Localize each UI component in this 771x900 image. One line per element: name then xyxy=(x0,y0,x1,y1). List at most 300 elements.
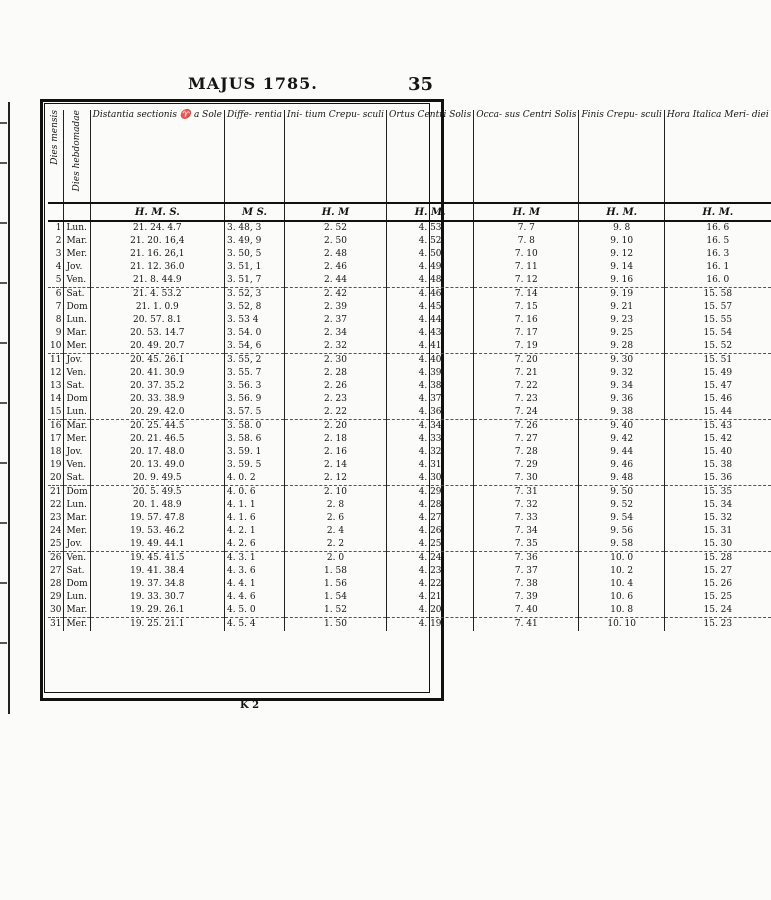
table-cell: 4. 44 xyxy=(386,314,473,327)
table-cell: 2. 23 xyxy=(284,393,386,406)
table-cell: 9. 44 xyxy=(579,446,664,459)
table-cell: 4. 34 xyxy=(386,420,473,434)
table-cell: 4. 19 xyxy=(386,618,473,632)
table-cell: 3. 54. 0 xyxy=(224,327,284,340)
table-row xyxy=(48,512,771,525)
table-cell: 20. 57. 8.1 xyxy=(90,314,224,327)
table-cell: 4. 0. 2 xyxy=(224,472,284,486)
table-cell: 10. 8 xyxy=(579,604,664,618)
table-cell: 9. 16 xyxy=(579,274,664,288)
table-cell: 9. 40 xyxy=(579,420,664,434)
table-cell: 3. 51, 7 xyxy=(224,274,284,288)
table-cell: 15. 42 xyxy=(703,434,733,444)
header-days-month: Dies mensis xyxy=(48,110,64,203)
table-cell: 20. 33. 38.9 xyxy=(90,393,224,406)
table-cell: 2. 46 xyxy=(284,261,386,274)
table-cell: 3. 53 4 xyxy=(224,314,284,327)
table-cell: 3. 54, 6 xyxy=(224,340,284,354)
table-cell: 4 xyxy=(48,261,64,274)
table-cell: 20. 37. 35.2 xyxy=(90,380,224,393)
table-cell: 4. 31 xyxy=(386,459,473,472)
table-cell: 10. 0 xyxy=(579,552,664,566)
table-cell: 2. 50 xyxy=(284,235,386,248)
table-cell: 2. 14 xyxy=(284,459,386,472)
unit-hora: H. M. xyxy=(664,203,770,221)
table-cell: 15. 52 xyxy=(664,340,770,354)
table-cell: 4. 29 xyxy=(386,486,473,500)
table-row xyxy=(48,538,771,552)
unit-ortus: H. M. xyxy=(386,203,473,221)
table-cell: 3. 51, 1 xyxy=(224,261,284,274)
table-cell: 4. 5. 0 xyxy=(224,604,284,618)
table-cell: 15. 30 xyxy=(664,538,770,552)
table-cell: 4. 25 xyxy=(386,538,473,552)
table-cell: 4. 50 xyxy=(386,248,473,261)
table-row xyxy=(48,367,771,380)
table-cell: 15. 35 xyxy=(703,487,733,497)
table-cell: 31 xyxy=(48,618,64,632)
table-cell: 9. 10 xyxy=(579,235,664,248)
table-cell: 1. 50 xyxy=(284,618,386,632)
table-cell: 7. 10 xyxy=(474,248,579,261)
table-cell: 21. 4. 53.2 xyxy=(90,288,224,302)
table-cell: 7. 17 xyxy=(474,327,579,340)
table-cell: 4. 1. 6 xyxy=(224,512,284,525)
table-cell: 20. 9. 49.5 xyxy=(90,472,224,486)
table-cell: 20 xyxy=(48,472,64,486)
page-title: MAJUS 1785. xyxy=(188,74,318,93)
table-cell: 10. 2 xyxy=(579,565,664,578)
table-cell: 9. 21 xyxy=(579,301,664,314)
table-cell: 7. 22 xyxy=(474,380,579,393)
table-cell: 7. 35 xyxy=(474,538,579,552)
header-ortus: Ortus Centri Solis xyxy=(386,110,473,203)
table-cell: 7. 41 xyxy=(474,618,579,632)
table-cell: 2. 42 xyxy=(284,288,386,302)
table-cell: Dom xyxy=(64,301,90,314)
table-cell: 4. 28 xyxy=(386,499,473,512)
table-cell: Jov. xyxy=(64,446,90,459)
table-cell: 10. 10 xyxy=(579,618,664,632)
table-cell: Mer. xyxy=(64,525,90,538)
table-cell: 9. 58 xyxy=(579,538,664,552)
table-cell: 20. 49. 20.7 xyxy=(90,340,224,354)
table-cell: 21 xyxy=(48,486,64,500)
table-cell: 3. 49, 9 xyxy=(224,235,284,248)
table-cell: 24 xyxy=(48,525,64,538)
table-cell: 9. 8 xyxy=(579,221,664,235)
table-cell: 7 xyxy=(48,301,64,314)
table-cell: 15. 32 xyxy=(703,513,733,523)
table-cell: 7. 39 xyxy=(474,591,579,604)
table-row xyxy=(48,525,771,538)
table-cell: 4. 27 xyxy=(386,512,473,525)
signature-mark: K 2 xyxy=(240,700,260,711)
table-cell: 7. 11 xyxy=(474,261,579,274)
table-row xyxy=(48,433,771,446)
table-cell: 3. 56. 9 xyxy=(224,393,284,406)
table-cell: 19. 41. 38.4 xyxy=(90,565,224,578)
header-days-week: Dies hebdomadae xyxy=(64,110,90,203)
table-cell: Lun. xyxy=(64,499,90,512)
table-cell: 9. 56 xyxy=(579,525,664,538)
table-cell: 16. 1 xyxy=(706,262,730,272)
table-cell: Mar. xyxy=(64,420,90,434)
table-cell: 3. 59. 1 xyxy=(224,446,284,459)
table-row xyxy=(48,459,771,472)
table-row xyxy=(48,393,771,406)
column-header-row xyxy=(48,110,771,203)
adjacent-page-edge xyxy=(0,102,10,714)
table-cell: 4. 2. 1 xyxy=(224,525,284,538)
table-row xyxy=(48,499,771,512)
table-cell: 2. 39 xyxy=(284,301,386,314)
table-cell: 4. 3. 1 xyxy=(224,552,284,566)
table-cell: 2. 2 xyxy=(284,538,386,552)
table-cell: Mar. xyxy=(64,327,90,340)
table-cell: Ven. xyxy=(64,367,90,380)
table-cell: 29 xyxy=(48,591,64,604)
table-cell: 7. 36 xyxy=(474,552,579,566)
table-cell: Lun. xyxy=(64,591,90,604)
table-cell: 9. 32 xyxy=(579,367,664,380)
table-cell: 15. 54 xyxy=(703,328,733,338)
table-cell: 4. 49 xyxy=(386,261,473,274)
table-cell: 4. 23 xyxy=(386,565,473,578)
table-cell: 7. 34 xyxy=(474,525,579,538)
table-cell: 15. 55 xyxy=(703,315,733,325)
table-cell: 3. 58. 6 xyxy=(224,433,284,446)
table-cell: 4. 22 xyxy=(386,578,473,591)
table-cell: 9. 25 xyxy=(579,327,664,340)
table-cell: 4. 38 xyxy=(386,380,473,393)
table-cell: 15. 43 xyxy=(703,421,733,431)
page-number: 35 xyxy=(408,74,434,95)
table-cell: 15. 31 xyxy=(703,526,733,536)
table-cell: 4. 43 xyxy=(386,327,473,340)
table-cell: 2. 8 xyxy=(284,499,386,512)
table-cell: 9. 52 xyxy=(579,499,664,512)
table-cell: 7. 23 xyxy=(474,393,579,406)
table-row xyxy=(48,301,771,314)
table-row xyxy=(48,472,771,486)
table-cell: 4. 5. 4 xyxy=(224,618,284,632)
table-cell: 4. 26 xyxy=(386,525,473,538)
table-cell: 15. 44 xyxy=(664,406,770,420)
table-row xyxy=(48,618,771,632)
table-cell: 15. 26 xyxy=(703,579,733,589)
table-cell: 7. 29 xyxy=(474,459,579,472)
table-cell: 27 xyxy=(48,565,64,578)
table-cell: 6 xyxy=(48,288,64,302)
table-cell: Jov. xyxy=(64,538,90,552)
table-cell: 14 xyxy=(48,393,64,406)
table-cell: 2. 12 xyxy=(284,472,386,486)
table-cell: 4. 21 xyxy=(386,591,473,604)
table-cell: 20. 53. 14.7 xyxy=(90,327,224,340)
table-cell: 4. 40 xyxy=(386,354,473,368)
table-row xyxy=(48,565,771,578)
table-cell: Jov. xyxy=(64,261,90,274)
table-cell: 21. 16. 26,1 xyxy=(90,248,224,261)
table-cell: 4. 36 xyxy=(386,406,473,420)
table-cell: 2. 37 xyxy=(284,314,386,327)
unit-finis: H. M. xyxy=(579,203,664,221)
table-row xyxy=(48,354,771,368)
table-cell: Ven. xyxy=(64,459,90,472)
table-cell: 20. 1. 48.9 xyxy=(90,499,224,512)
table-cell: 7. 15 xyxy=(474,301,579,314)
table-row xyxy=(48,406,771,420)
table-cell: 9. 12 xyxy=(579,248,664,261)
table-cell: 4. 37 xyxy=(386,393,473,406)
table-cell: Lun. xyxy=(64,314,90,327)
table-cell: Sat. xyxy=(64,472,90,486)
table-cell: 7. 19 xyxy=(474,340,579,354)
table-cell: 13 xyxy=(48,380,64,393)
table-cell: 7. 12 xyxy=(474,274,579,288)
table-cell: 20. 13. 49.0 xyxy=(90,459,224,472)
table-cell: 7. 28 xyxy=(474,446,579,459)
table-cell: 7. 14 xyxy=(474,288,579,302)
table-cell: 15. 46 xyxy=(703,394,733,404)
table-cell: 4. 53 xyxy=(386,221,473,235)
table-cell: 19. 29. 26.1 xyxy=(90,604,224,618)
table-row xyxy=(48,604,771,618)
header-occasus: Occa- sus Centri Solis xyxy=(474,110,579,203)
table-cell: 2. 26 xyxy=(284,380,386,393)
table-cell: 9. 36 xyxy=(579,393,664,406)
table-cell: 2. 4 xyxy=(284,525,386,538)
table-cell: 9. 30 xyxy=(579,354,664,368)
table-cell: 23 xyxy=(48,512,64,525)
page-header xyxy=(0,72,544,96)
table-cell: 4. 39 xyxy=(386,367,473,380)
table-cell: 3. 57. 5 xyxy=(224,406,284,420)
table-cell: Mar. xyxy=(64,604,90,618)
table-cell: Mar. xyxy=(64,512,90,525)
table-cell: 3. 55, 2 xyxy=(224,354,284,368)
table-cell: 2. 16 xyxy=(284,446,386,459)
table-cell: Sat. xyxy=(64,288,90,302)
table-cell: 7. 7 xyxy=(474,221,579,235)
header-finis: Finis Crepu- sculi xyxy=(579,110,664,203)
table-cell: Mar. xyxy=(64,235,90,248)
unit-distantia: H. M. S. xyxy=(90,203,224,221)
table-row xyxy=(48,340,771,354)
table-cell: 3. 59. 5 xyxy=(224,459,284,472)
table-cell: 11 xyxy=(48,354,64,368)
table-cell: Sat. xyxy=(64,380,90,393)
table-cell: 2. 34 xyxy=(284,327,386,340)
table-cell: 20. 17. 48.0 xyxy=(90,446,224,459)
table-cell: 2. 48 xyxy=(284,248,386,261)
table-cell: 7. 16 xyxy=(474,314,579,327)
table-cell: 20. 25. 44.5 xyxy=(90,420,224,434)
table-cell: 4. 4. 6 xyxy=(224,591,284,604)
table-cell: 19. 49. 44.1 xyxy=(90,538,224,552)
table-cell: 8 xyxy=(48,314,64,327)
table-row xyxy=(48,486,771,500)
table-row xyxy=(48,288,771,302)
table-cell: 1. 54 xyxy=(284,591,386,604)
table-cell: 2 xyxy=(48,235,64,248)
table-cell: Dom xyxy=(64,578,90,591)
table-cell: 15. 24 xyxy=(664,604,770,618)
table-cell: 21. 12. 36.0 xyxy=(90,261,224,274)
table-cell: 21. 24. 4.7 xyxy=(90,221,224,235)
table-cell: 7. 27 xyxy=(474,433,579,446)
table-cell: 7. 33 xyxy=(474,512,579,525)
table-cell: 9. 23 xyxy=(579,314,664,327)
table-cell: 28 xyxy=(48,578,64,591)
table-cell: 3. 58. 0 xyxy=(224,420,284,434)
table-row xyxy=(48,221,771,235)
table-cell: 19. 33. 30.7 xyxy=(90,591,224,604)
table-cell: 4. 48 xyxy=(386,274,473,288)
unit-differentia: M S. xyxy=(224,203,284,221)
table-cell: 4. 2. 6 xyxy=(224,538,284,552)
table-row xyxy=(48,274,771,288)
table-cell: 7. 32 xyxy=(474,499,579,512)
table-row xyxy=(48,591,771,604)
table-cell: 2. 20 xyxy=(284,420,386,434)
table-cell: Lun. xyxy=(64,406,90,420)
table-row xyxy=(48,314,771,327)
table-cell: 16. 6 xyxy=(706,223,730,233)
unit-occasus: H. M xyxy=(474,203,579,221)
table-cell: 15. 57 xyxy=(703,302,733,312)
table-cell: 21. 1. 0.9 xyxy=(90,301,224,314)
table-cell: 12 xyxy=(48,367,64,380)
table-cell: 4. 4. 1 xyxy=(224,578,284,591)
table-cell: Ven. xyxy=(64,552,90,566)
table-row xyxy=(48,380,771,393)
table-cell: Mer. xyxy=(64,618,90,632)
table-cell: 1 xyxy=(48,221,64,235)
table-cell: 2. 18 xyxy=(284,433,386,446)
table-row xyxy=(48,552,771,566)
table-row xyxy=(48,420,771,434)
table-row xyxy=(48,578,771,591)
unit-initium: H. M xyxy=(284,203,386,221)
table-cell: 26 xyxy=(48,552,64,566)
table-cell: 4. 45 xyxy=(386,301,473,314)
table-cell: 20. 45. 26.1 xyxy=(90,354,224,368)
table-cell: 19. 25. 21.1 xyxy=(90,618,224,632)
table-cell: 2. 52 xyxy=(284,221,386,235)
table-cell: 1. 52 xyxy=(284,604,386,618)
table-cell: 3 xyxy=(48,248,64,261)
table-cell: 22 xyxy=(48,499,64,512)
table-cell: 9. 14 xyxy=(579,261,664,274)
table-cell: 4. 1. 1 xyxy=(224,499,284,512)
table-cell: 3. 52, 8 xyxy=(224,301,284,314)
table-cell: 18 xyxy=(48,446,64,459)
table-cell: 4. 46 xyxy=(386,288,473,302)
table-cell: 15. 47 xyxy=(703,381,733,391)
table-row xyxy=(48,235,771,248)
table-cell: 2. 0 xyxy=(284,552,386,566)
table-cell: 4. 41 xyxy=(386,340,473,354)
table-cell: 9 xyxy=(48,327,64,340)
table-cell: 15. 28 xyxy=(703,553,733,563)
table-cell: 1. 56 xyxy=(284,578,386,591)
table-cell: 9. 48 xyxy=(579,472,664,486)
table-cell: 9. 34 xyxy=(579,380,664,393)
table-cell: 15. 27 xyxy=(703,566,733,576)
table-cell: 7. 40 xyxy=(474,604,579,618)
table-cell: 19 xyxy=(48,459,64,472)
table-cell: 15. 25 xyxy=(703,592,733,602)
header-distantia: Distantia sectionis ♈ a Sole xyxy=(90,110,224,203)
table-cell: 7. 38 xyxy=(474,578,579,591)
table-cell: 4. 3. 6 xyxy=(224,565,284,578)
table-cell: 15 xyxy=(48,406,64,420)
table-cell: 25 xyxy=(48,538,64,552)
table-cell: Dom xyxy=(64,393,90,406)
table-cell: 15. 38 xyxy=(703,460,733,470)
table-cell: Jov. xyxy=(64,354,90,368)
table-cell: 4. 52 xyxy=(386,235,473,248)
table-cell: 2. 22 xyxy=(284,406,386,420)
table-cell: 4. 30 xyxy=(386,472,473,486)
table-cell: 16 xyxy=(48,420,64,434)
table-cell: 19. 45. 41.5 xyxy=(90,552,224,566)
table-cell: 19. 53. 46.2 xyxy=(90,525,224,538)
table-cell: 10. 4 xyxy=(579,578,664,591)
table-cell: 2. 30 xyxy=(284,354,386,368)
table-cell: 7. 21 xyxy=(474,367,579,380)
table-cell: 9. 42 xyxy=(579,433,664,446)
table-row xyxy=(48,327,771,340)
table-cell: 2. 32 xyxy=(284,340,386,354)
table-cell: 15. 51 xyxy=(703,355,733,365)
header-differentia: Diffe- rentia xyxy=(224,110,284,203)
table-cell: Mer. xyxy=(64,433,90,446)
table-cell: 7. 8 xyxy=(474,235,579,248)
table-cell: 5 xyxy=(48,274,64,288)
table-cell: Mer. xyxy=(64,248,90,261)
table-cell: 30 xyxy=(48,604,64,618)
table-cell: 21. 20. 16,4 xyxy=(90,235,224,248)
table-cell: Sat. xyxy=(64,565,90,578)
table-cell: 19. 37. 34.8 xyxy=(90,578,224,591)
table-cell: 9. 54 xyxy=(579,512,664,525)
table-cell: 1. 58 xyxy=(284,565,386,578)
table-cell: 21. 8. 44.9 xyxy=(90,274,224,288)
table-cell: 16. 3 xyxy=(706,249,730,259)
table-cell: 15. 23 xyxy=(703,619,733,629)
table-cell: 4. 20 xyxy=(386,604,473,618)
table-cell: 16. 5 xyxy=(706,236,730,246)
table-cell: 2. 10 xyxy=(284,486,386,500)
table-cell: 9. 19 xyxy=(579,288,664,302)
table-cell: 4. 32 xyxy=(386,446,473,459)
units-row xyxy=(48,203,771,221)
ephemeris-table xyxy=(48,110,771,631)
table-cell: 20. 29. 42.0 xyxy=(90,406,224,420)
table-row xyxy=(48,261,771,274)
table-cell: 2. 6 xyxy=(284,512,386,525)
table-cell: 9. 46 xyxy=(579,459,664,472)
table-cell: 4. 33 xyxy=(386,433,473,446)
table-cell: 16. 0 xyxy=(664,274,770,288)
table-cell: 4. 24 xyxy=(386,552,473,566)
table-cell: 10 xyxy=(48,340,64,354)
table-cell: 4. 0. 6 xyxy=(224,486,284,500)
table-cell: Lun. xyxy=(64,221,90,235)
